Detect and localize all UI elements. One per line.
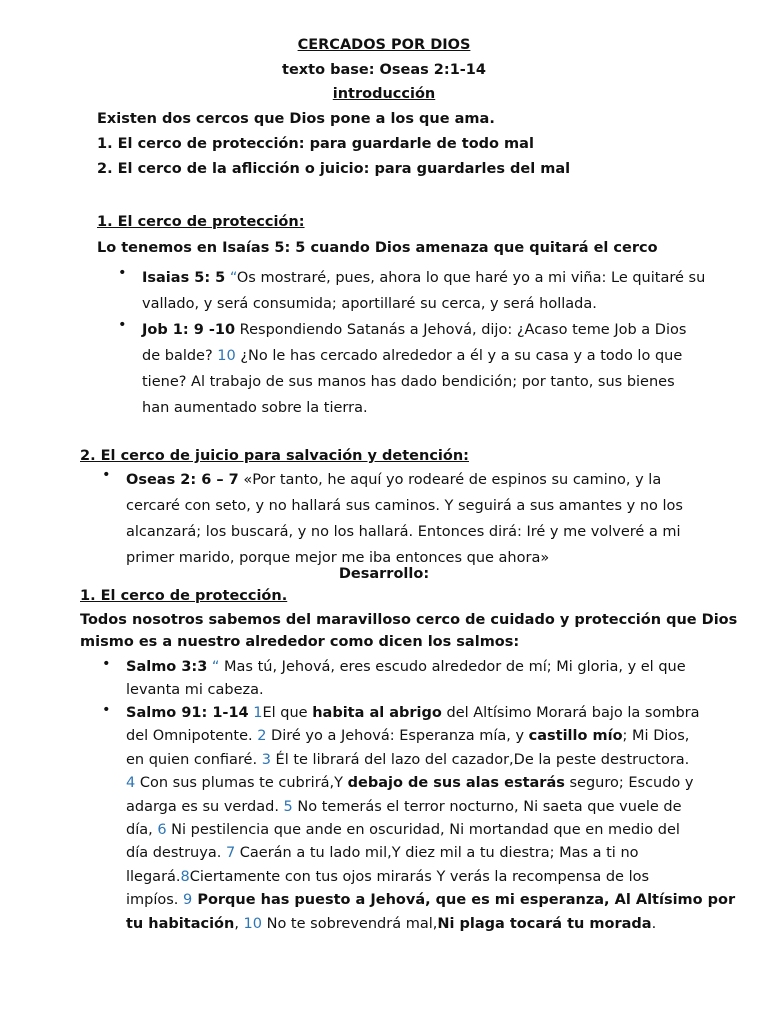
list-item bbox=[118, 317, 738, 421]
verse-text: cercaré con seto, y no hallará sus caminos. Y seguirá a sus amantes y no los bbox=[126, 498, 683, 514]
verse-emphasis: castillo mío bbox=[528, 728, 623, 745]
quote-mark: “ bbox=[207, 659, 220, 675]
verse-text: «Por tanto, he aquí yo rodearé de espinos su camino, y la bbox=[238, 472, 662, 488]
verse-number: 9 bbox=[183, 892, 193, 909]
bullet-text bbox=[142, 265, 705, 317]
verse-number: 8 bbox=[180, 868, 190, 885]
verse-emphasis: tu habitación bbox=[126, 915, 235, 932]
verse-number: 3 bbox=[261, 751, 271, 768]
verse-text: Ni pestilencia que ande en oscuridad, Ni mortandad que en medio del bbox=[166, 822, 680, 839]
bullet-text bbox=[142, 317, 686, 421]
verse-text: , bbox=[234, 915, 244, 932]
verse-number: 6 bbox=[157, 822, 167, 839]
verse-text: Respondiendo Satanás a Jehová, dijo: ¿Acaso teme Job a Dios bbox=[235, 322, 687, 338]
intro-line: 1. El cerco de protección: para guardarle de todo mal bbox=[97, 136, 534, 152]
verse-text: Caerán a tu lado mil,Y diez mil a tu diestra; Mas a ti no bbox=[235, 845, 639, 862]
verse-text: Mas tú, Jehová, eres escudo alrededor de mí; Mi gloria, y el que bbox=[219, 659, 686, 675]
intro-heading: introducción bbox=[332, 86, 436, 102]
verse-text: Con sus plumas te cubrirá,Y bbox=[135, 775, 348, 792]
bullet-text bbox=[126, 702, 735, 936]
bullet-icon: • bbox=[118, 317, 127, 333]
verse-text: en quien confiaré. bbox=[126, 751, 262, 768]
verse-reference: Isaias 5: 5 bbox=[142, 270, 226, 286]
document-title: CERCADOS POR DIOS bbox=[297, 37, 471, 53]
verse-text: del Altísimo Morará bajo la sombra bbox=[441, 705, 700, 721]
section-lead: Todos nosotros sabemos del maravilloso cerco de cuidado y protección que Dios bbox=[80, 612, 738, 628]
desarrollo-heading: Desarrollo: bbox=[338, 566, 430, 582]
verse-text: del Omnipotente. bbox=[126, 728, 258, 745]
verse-text: Ciertamente con tus ojos mirarás Y verás la recompensa de los bbox=[189, 868, 650, 885]
verse-reference: Salmo 91: 1-14 bbox=[126, 705, 249, 721]
verse-text: El que bbox=[262, 705, 313, 721]
verse-text: Diré yo a Jehová: Esperanza mía, y bbox=[266, 728, 529, 745]
verse-number: 10 bbox=[217, 348, 236, 364]
section-lead: Lo tenemos en Isaías 5: 5 cuando Dios amenaza que quitará el cerco bbox=[97, 240, 658, 256]
verse-text: No te sobrevendrá mal, bbox=[262, 915, 438, 932]
section-heading: 2. El cerco de juicio para salvación y detención: bbox=[80, 448, 469, 464]
verse-text: día, bbox=[126, 822, 158, 839]
verse-text: Os mostraré, pues, ahora lo que haré yo a mi viña: Le quitaré su bbox=[236, 270, 706, 286]
intro-line: Existen dos cercos que Dios pone a los que ama. bbox=[97, 111, 495, 127]
verse-emphasis: Porque has puesto a Jehová, que es mi esperanza, Al Altísimo por bbox=[192, 892, 736, 909]
verse-reference: Salmo 3:3 bbox=[126, 659, 208, 675]
list-item bbox=[102, 702, 742, 942]
verse-number: 5 bbox=[283, 798, 293, 815]
verse-number: 10 bbox=[243, 915, 262, 932]
verse-text: día destruya. bbox=[126, 845, 226, 862]
bullet-icon: • bbox=[102, 702, 111, 718]
bullet-icon: • bbox=[118, 265, 127, 281]
verse-text: levanta mi cabeza. bbox=[126, 682, 264, 698]
verse-emphasis: habita al abrigo bbox=[312, 705, 442, 721]
verse-number: 7 bbox=[225, 845, 236, 862]
verse-emphasis: Ni plaga tocará tu morada bbox=[437, 915, 652, 932]
bullet-text bbox=[126, 656, 686, 702]
verse-text: llegará. bbox=[126, 868, 181, 885]
section-heading: 1. El cerco de protección. bbox=[80, 588, 288, 604]
intro-line: 2. El cerco de la aflicción o juicio: para guardarles del mal bbox=[97, 161, 571, 177]
verse-text: vallado, y será consumida; aportillaré su cerca, y será hollada. bbox=[142, 296, 597, 312]
verse-reference: Job 1: 9 -10 bbox=[142, 322, 236, 338]
verse-reference: Oseas 2: 6 – 7 bbox=[126, 472, 239, 488]
verse-number: 1 bbox=[248, 705, 263, 721]
verse-text: seguro; Escudo y bbox=[564, 775, 694, 792]
quote-mark: “ bbox=[229, 270, 237, 286]
verse-text: . bbox=[651, 915, 657, 932]
verse-text: adarga es su verdad. bbox=[126, 798, 284, 815]
verse-text: de balde? bbox=[142, 348, 218, 364]
section-heading: 1. El cerco de protección: bbox=[97, 214, 305, 230]
verse-text: ; Mi Dios, bbox=[622, 728, 690, 745]
list-item bbox=[102, 656, 742, 702]
bullet-icon: • bbox=[102, 656, 111, 672]
document-subtitle: texto base: Oseas 2:1-14 bbox=[282, 62, 486, 78]
verse-text: alcanzará; los buscará, y no los hallará. Entonces dirá: Iré y me volveré a mi bbox=[126, 524, 681, 540]
verse-text: impíos. bbox=[126, 892, 184, 909]
verse-text: han aumentado sobre la tierra. bbox=[142, 400, 368, 416]
verse-text: ¿No le has cercado alrededor a él y a su casa y a todo lo que bbox=[235, 348, 683, 364]
list-item bbox=[102, 467, 742, 571]
verse-text: Él te librará del lazo del cazador,De la peste destructora. bbox=[270, 751, 690, 768]
verse-text: No temerás el terror nocturno, Ni saeta que vuele de bbox=[292, 798, 682, 815]
verse-number: 4 bbox=[126, 775, 136, 792]
bullet-text bbox=[126, 467, 683, 571]
verse-emphasis: debajo de sus alas estarás bbox=[347, 775, 565, 792]
bullet-icon: • bbox=[102, 467, 111, 483]
verse-number: 2 bbox=[257, 728, 267, 745]
verse-text: primer marido, porque mejor me iba entonces que ahora» bbox=[126, 550, 550, 566]
section-lead: mismo es a nuestro alrededor como dicen los salmos: bbox=[80, 634, 520, 650]
verse-text: tiene? Al trabajo de sus manos has dado bendición; por tanto, sus bienes bbox=[142, 374, 675, 390]
list-item bbox=[118, 265, 738, 317]
